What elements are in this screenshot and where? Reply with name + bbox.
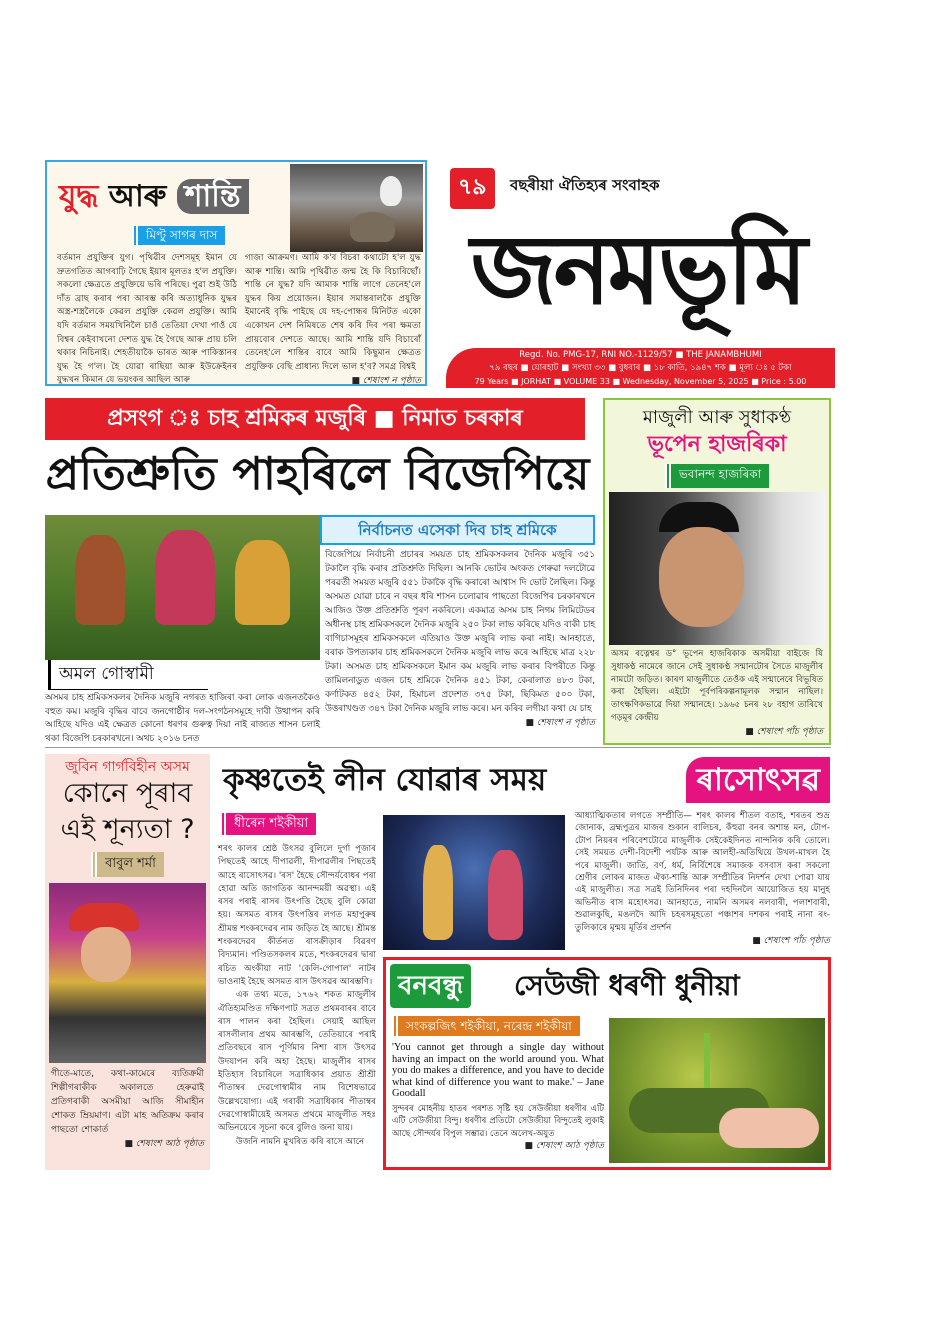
masthead-info-band	[446, 348, 835, 388]
war-peace-col2-wrap	[245, 252, 421, 388]
green-body: সুন্দৰৰ মোহনীয় হাতৰ পৰশত সৃষ্টি হয় সেউজীয়া ধৰণীৰ এটি এটি সেউজীয়া বিন্দু। ধৰণীৰ প্ৰতিটো সেউজীয়া বিন্দুতেই লুকাই আছে সৌন্দৰ্যৰ বিপুল সম্ভাৱ। তেনে অলেখ-অযুত	[392, 1102, 604, 1138]
lead-headline	[45, 443, 590, 505]
bhupen-title-2: ভূপেন হাজৰিকা	[647, 432, 787, 457]
raas-author: ধীৰেন শইকীয়া	[220, 813, 316, 835]
green-continued: ■ শেষাংশ আঠ পৃষ্ঠাত	[392, 1140, 604, 1153]
raas-headline-box: ৰাসোৎসৱ	[686, 757, 830, 803]
lead-kicker-text: প্ৰসংগ ঃ চাহ শ্ৰমিকৰ মজুৰি ■ নিমাত চৰকাৰ	[107, 406, 523, 431]
green-text-wrap	[392, 1042, 604, 1153]
zubeen-kicker: জুবিন গাৰ্গবিহীন অসম	[65, 759, 190, 775]
war-peace-author: মিণ্টু সাগৰ দাস	[132, 226, 225, 245]
zubeen-headline: কোনে পূৰাব এই শূন্যতা ?	[60, 778, 195, 845]
goodall-quote: 'You cannot get through a single day without having an impact on the world around you. What you do makes a difference, and you have to decide what kind of difference you want to make.' – Jane Goodall	[392, 1042, 604, 1100]
war-dove-photo	[290, 164, 423, 252]
newspaper-logo	[440, 200, 835, 340]
green-earth-article	[383, 957, 831, 1170]
lead-headline-text: প্ৰতিশ্ৰুতি পাহৰিলে বিজেপিয়ে	[45, 447, 590, 500]
green-headline	[514, 964, 826, 1008]
green-authors: সংকল্পজিৎ শইকীয়া, নৰেন্দ্ৰ শইকীয়া	[392, 1016, 580, 1036]
lead-author: অমল গোস্বামী	[48, 660, 208, 690]
raas-continued: ■ শেষাংশ পাঁচ পৃষ্ঠাত	[575, 935, 830, 948]
seedling-hands-photo	[609, 1018, 825, 1163]
war-peace-continued: ■ শেষাংশ ন পৃষ্ঠাত	[245, 375, 421, 388]
war-peace-col2: গাজা আক্ৰমণ। আমি ক'ব বিচৰা কথাটো হ'ল যুদ্ধ আৰু শান্তি। আমি পৃথিৱীত জন্ম হৈ কি বিচাৰিছোঁ। শান্তি নে যুদ্ধ? যদি আমাক শান্তি লাগে তেনেহ'লে যুদ্ধৰ কিয় প্ৰয়োজন। ইয়াৰ সমান্তৰালকৈ প্ৰযুক্তি ইমানেই বৃদ্ধি পাইছে যে দহ-পোন্ধৰ মিনিটত একো একোখন দেশ নিমিষতে শেষ কৰি দিব পৰা ক্ষমতা প্ৰায়বোৰ দেশতে আছে। আমি শান্তি যদি বিচাৰোঁ তেনেহ'লে শান্তিৰ বাবে আমি কিছুমান ক্ষেত্ৰত প্ৰযুক্তিক বেছি প্ৰাধান্য দিলে ভাল হ'ব? সমগ্ৰ বিশ্বই	[245, 253, 421, 372]
raas-para-3: উজনি নামনি মুখৰিত কৰি ৰাসে আনে	[236, 1136, 365, 1147]
war-peace-title	[59, 172, 287, 212]
lead-right-wrap	[325, 548, 595, 730]
raas-body-right: আধ্যাত্মিকতাৰ লগতে সম্প্ৰীতি— শৰৎ কালৰ শীতল বতাহ, শৰতৰ শুভ্ৰ জোনাক, ব্ৰহ্মপুত্ৰৰ মাজৰ শুকান বালিচৰ, কঁহুৱা বনৰ অশান্ত মন, টোপ-টোপ নিয়ৰৰ পৰিবেশটোৱে মাজুলীক সেইকেইদিনত নান্দনিক কৰি তোলে। সেই সময়ত দেশী-বিদেশী পৰ্যটক আৰু আলহী-অতিথিয়ে উখল-মাখল হৈ পৰে মাজুলী। জাতি, বৰ্ণ, ধৰ্ম, নিৰ্বিশেষে সমাজক বসবাস কৰা সকলো শ্ৰেণীৰ লোকৰ মাজত ঐক্য-শান্তি আৰু সম্প্ৰীতিৰ নিদৰ্শন দেখা পোৱা যায় এই মাজুলীত। সত্ৰ সত্ৰই তিনিদিনৰ পৰা দহদিনলৈ আয়োজিত হয় মানুহ অভিনীত ৰাস মহোৎসৱ। আনহাতে, নামনি অসমৰ নলবাৰী, পলাশবাৰী, শুৱালকুছি, মঙলদৈ আদি চহৰসমূহতো পঞ্চাশৰ দশকৰ পৰাই নানা ৰং-তুলিকাৰে মৃন্ময় মূৰ্তিৰ প্ৰদৰ্শন	[575, 811, 830, 933]
bhupen-article	[603, 398, 831, 745]
raas-headline-text: কৃষ্ণতেই লীন যোৱাৰ সময়	[223, 762, 547, 798]
lead-body-right: বিজেপিয়ে নিৰ্বাচনী প্ৰচাৰৰ সময়ত চাহ শ্ৰমিকসকলৰ দৈনিক মজুৰি ৩৫১ টকালৈ বৃদ্ধি কৰাৰ প্ৰতিশ্ৰুতি দিছিল। আনকি ভোটৰ অংকত গেৰুৱা দলটোৱে পৰৱৰ্তী সময়ত মজুৰি ৫৫১ টকাকৈ বৃদ্ধি কৰাৰো আশ্বাস দি ভোট লৈছিল। কিন্তু অসমত যোৱা চাৰে ন বছৰ ধৰি শাসন চলোৱাৰ পাছতো বিজেপিৰ চৰকাৰখনে আজিও উক্ত প্ৰতিশ্ৰুতি পূৰণ নকৰিলে। একমাত্ৰ অসম চাহ নিগম লিমিটেডৰ অধীনস্থ চাহ শ্ৰমিকসকলে দৈনিক মজুৰি ২৫০ টকা লাভ কৰিছে যদিও বাকী চাহ বাগিচাসমূহৰ শ্ৰমিকসকলে এতিয়াও উক্ত মজুৰি লাভ কৰা নাই। আনহাতে, বৰাক উপত্যকাৰ চাহ শ্ৰমিকসকলে দৈনিক মজুৰি লাভ কৰে আহিছে মাত্ৰ ২২৮ টকা। অসমত চাহ শ্ৰমিকসকলে ইমান কম মজুৰি লাভ কৰাৰ বিপৰীতে কিন্তু তামিলনাডুত এজন চাহ শ্ৰমিকে দৈনিক ৪৫১ টকা, কেৰালাত ৪৮৩ টকা, কৰ্ণাটকত ৪৫২ টকা, হিমাচল প্ৰদেশত ৩৭৫ টকা, ছিকিমত ৫০০ টকা, উত্তৰাখণ্ডত ৩৪৭ টকা দৈনিক মজুৰি লাভ কৰে। মন কৰিব লগীয়া কথা যে চাহ	[325, 550, 595, 714]
masthead-tagline: বছৰীয়া ঐতিহ্যৰ সংবাহক	[510, 176, 660, 194]
raas-performance-photo	[383, 815, 565, 950]
raas-right-wrap	[575, 810, 830, 948]
section-divider	[45, 747, 831, 748]
zubeen-continued: ■ শেষাংশ আঠ পৃষ্ঠাত	[51, 1138, 204, 1151]
lead-subhead	[320, 515, 595, 545]
zubeen-author: বাবুল শৰ্মা	[91, 852, 164, 877]
lead-continued: ■ শেষাংশ ন পৃষ্ঠাত	[325, 717, 595, 730]
bhupen-continued: ■ শেষাংশ পাঁচ পৃষ্ঠাত	[611, 726, 823, 739]
raas-para-1: শৰৎ কালৰ শ্ৰেষ্ঠ উৎসৱ বুলিলে দুৰ্গা পূজাৰ পিছতেই আহে দীপাৱলী, দীপাৱলীৰ পিছতেই আহে ৰাসোৎসৱ। 'ৰস' হৈছে সৌন্দৰ্যবোধৰ পৰা হোৱা অতি জাগতিক আনন্দময়ী অৱস্থা। এই ৰসৰ পৰাই ৰাসৰ উৎপত্তি হৈছে বুলি কোৱা হয়। অসমত ৰাসৰ উৎপত্তিৰ লগত মহাপুৰুষ শ্ৰীমন্ত শংকৰদেৱৰ নাম জড়িত হৈ আছে। শ্ৰীমন্ত শংকৰদেৱৰ কীৰ্তনত ৰাসক্ৰীড়াৰ বিৱৰণ বিদ্যমান। পণ্ডিতসকলৰ মতে, শংকৰদেৱৰ দ্বাৰা ৰচিত অংকীয়া নাট 'কেলি-গোপাল' নাটৰ ভাওনাই হৈছে অসমত ৰাস উৎসৱৰ আৰম্ভণি।	[218, 844, 377, 987]
zubeen-article	[45, 754, 210, 1170]
title-war: যুদ্ধ	[59, 179, 99, 214]
bhupen-body: অসম ৰত্নেশ্বৰ ড° ভূপেন হাজৰিকাক অসমীয়া বাইজে যি সুধাকণ্ঠ নামেৰে জানে সেই সুধাকণ্ঠ সন্মানটোৰ সৈতে মাজুলীৰ নামটো জড়িত। কাৰণ মাজুলীতে তেওঁক এই সন্মানেৰে বিভূষিত কৰা হৈছিল। এইটো পূৰ্বপৰিকল্পনামূলক সন্মান নাছিল। তাৎক্ষণিকভাৱে দিয়া সন্মানহে। ১৯৬৫ চনৰ ২৮ বহাগ তাৰিখে গড়মূৰ কেন্দ্ৰীয়	[611, 649, 823, 723]
masthead	[440, 160, 835, 390]
issue-line-assamese: ৭৯ বছৰ ■ যোৰহাট ■ সংখ্যা ৩৩ ■ বুধবাৰ ■ ১৮ কাতি, ১৯৪৭ শক ■ মূল্য ঃ ৫ টকা	[489, 363, 792, 373]
zubeen-body: গীতে-মাতে, কথা-কামেৰে ব্যতিক্ৰমী শিল্পীগৰাকীক অকালতে হেৰুৱাই প্ৰতিগৰাকী অসমীয়া আজি সীমাহীন শোকত ম্ৰিয়মাণ। এটা মাহ অতিক্ৰম কৰাৰ পাছতো শোকাৰ্ত	[51, 1069, 204, 1135]
zubeen-garg-photo	[49, 883, 206, 1063]
issue-line-english: 79 Years ■ JORHAT ■ VOLUME 33 ■ Wednesday, November 5, 2025 ■ Price : 5.00	[474, 377, 807, 386]
green-headline-text: সেউজী ধৰণী ধুনীয়া	[514, 969, 740, 1002]
title-peace: শান্তি	[177, 179, 249, 214]
raas-para-2: এক তথ্য মতে, ১৭৬২ শকত মাজুলীৰ ঐতিহ্যমণ্ডিত দক্ষিণপাট সত্ৰত প্ৰথমবাৰৰ বাবে ৰাস পালন কৰা হৈছিল। সেয়াই আছিল ৰাসলীলাৰ প্ৰথম আৰম্ভণি, তেতিয়াৰে পৰাই প্ৰতিবছৰে ৰাস পূৰ্ণিমাৰ নিশা ৰাস উৎসৱ উদযাপন কৰি অহা হৈছে। মাজুলীৰ ৰাসৰ ইতিহাস বিচাৰিলে সত্ৰাধিকাৰ প্ৰয়াত শ্ৰীশ্ৰী পীতাম্বৰ দেৱগোস্বামীৰ নাম বিশেষভাৱে উল্লেখযোগ্য। এই গৰাকী সত্ৰাধিকাৰ পীতাম্বৰ দেৱগোস্বামীয়েই অসমত প্ৰথমে মাজুলীত সহঃ অভিনয়েৰে সূচনা কৰে বুলিও জনা যায়।	[218, 990, 376, 1134]
anniversary-badge: ৭৯	[450, 168, 495, 209]
bhupen-hazarika-photo	[609, 492, 825, 645]
raas-body-col	[218, 843, 376, 1149]
title-and: আৰু	[108, 179, 167, 214]
bhupen-author: ভবানন্দ হাজৰিকা	[665, 464, 769, 488]
bhupen-title-1: মাজুলী আৰু সুধাকণ্ঠ	[642, 407, 792, 428]
lead-kicker	[45, 398, 585, 440]
war-peace-col1: বৰ্তমান প্ৰযুক্তিৰ যুগ। পৃথিৱীৰ দেশসমূহ ইমান যে দ্ৰুতগতিত আগবাঢ়ি গৈছে ইয়াৰ মূলতঃ হ'ল প্ৰযুক্তি। সকলো ক্ষেত্ৰতে প্ৰযুক্তিয়ে ভৰি পৰিছে। পুৱা শুই উঠি দাঁত ব্ৰাছ কৰাৰ পৰা আৰম্ভ কৰি অত্যাধুনিক যুদ্ধৰ অস্ত্ৰ-শস্ত্ৰলৈকে কেৱল প্ৰযুক্তি কেৱল প্ৰযুক্তি। আমি যদি বৰ্তমান সময়খিনিলৈ চাওঁ তেতিয়া দেখা পাওঁ যে বিশ্বৰ কেইবাখনো দেশত যুদ্ধ হৈ গৈছে আৰু প্ৰায় চলি থকাৰ নিচিনাই। শেহতীয়াকৈ ভাৰত আৰু পাকিস্তানৰ যুদ্ধ হৈ গ'ল। হৈ যোৱা ৰাছিয়া আৰু ইউক্ৰেইনৰ যুদ্ধখন কিমান যে ভয়ংকৰ আছিল আৰু	[57, 253, 237, 386]
lead-body-left: অসমৰ চাহ শ্ৰমিকসকলৰ দৈনিক মজুৰি নগৰত হাজিৰা কৰা লোক এজনতকৈও বহুত কম। মজুৰি বৃদ্ধিৰ বাবে জনগোষ্ঠীৰ দল-সংগঠনসমূহে দাবী উত্থাপন কৰি আহিছে যদিও এই ক্ষেত্ৰত কোনো ধৰণৰ গুৰুত্ব দিয়া নাই ৰাজ্যত শাসন চলাই থকা বিজেপি চৰকাৰখনে। অথচ ২০১৬ চনত	[45, 693, 320, 744]
green-box-label: বনবন্ধু	[390, 964, 471, 1008]
newspaper-logo-text: জনমভূমি	[470, 214, 805, 326]
war-peace-article	[45, 160, 427, 386]
registration-line: Regd. No. PMG-17, RNI NO.-1129/57 ■ THE JANAMBHUMI	[519, 350, 762, 360]
lead-subhead-text: নিৰ্বাচনত এসেকা দিব চাহ শ্ৰমিকে	[358, 521, 557, 539]
tea-workers-photo	[45, 515, 320, 660]
raas-headline	[215, 755, 830, 805]
